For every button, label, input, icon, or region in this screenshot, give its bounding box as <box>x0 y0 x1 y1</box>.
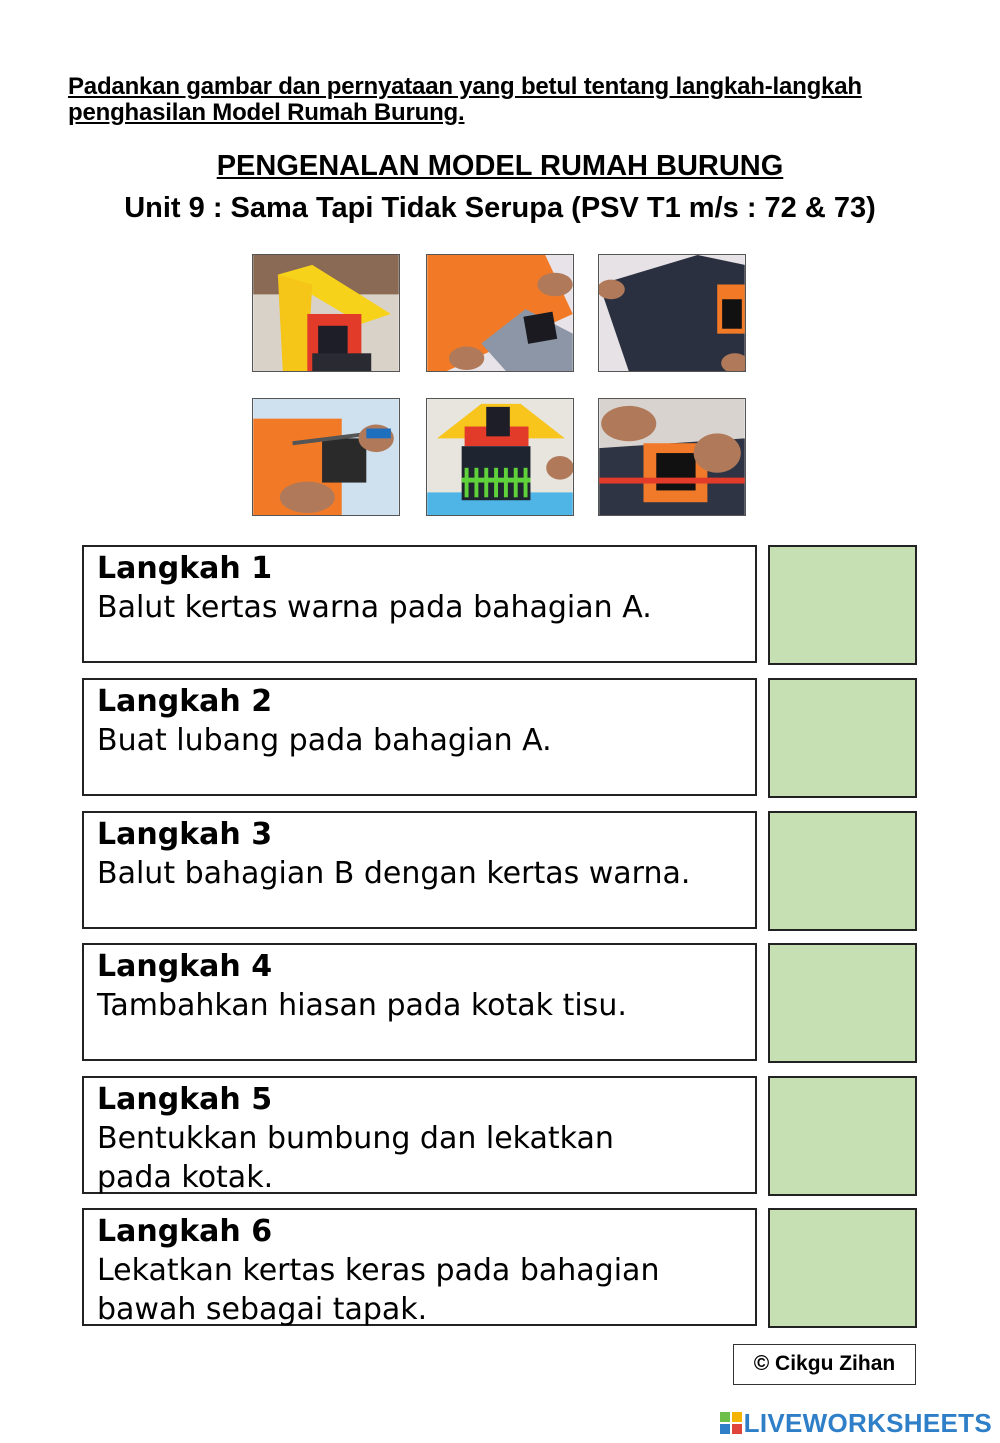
liveworksheets-icon <box>720 1412 742 1434</box>
credit-label: © Cikgu Zihan <box>733 1344 916 1385</box>
step-2-title: Langkah 2 <box>97 684 273 719</box>
step-6-answer-drop[interactable] <box>768 1208 917 1328</box>
step-1-text: Balut kertas warna pada bahagian A. <box>97 590 652 625</box>
step-3-answer-drop[interactable] <box>768 811 917 931</box>
step-6-title: Langkah 6 <box>97 1214 273 1249</box>
step-6-text: Lekatkan kertas keras pada bahagian bawah sebagai tapak. <box>97 1253 660 1327</box>
step-1-box <box>82 545 757 663</box>
step-4-box <box>82 943 757 1061</box>
photo-orange-paper[interactable] <box>426 254 574 372</box>
window-frame-photo-icon <box>599 399 745 515</box>
step-5-answer-drop[interactable] <box>768 1076 917 1196</box>
step-5-box <box>82 1076 757 1194</box>
step-5-text: Bentukkan bumbung dan lekatkan pada kotak. <box>97 1121 614 1195</box>
step-4-text: Tambahkan hiasan pada kotak tisu. <box>97 988 627 1023</box>
step-6-box <box>82 1208 757 1326</box>
step-3-title: Langkah 3 <box>97 817 273 852</box>
step-2-text: Buat lubang pada bahagian A. <box>97 723 552 758</box>
photo-house-roof[interactable] <box>252 254 400 372</box>
photo-black-paper[interactable] <box>598 254 746 372</box>
instruction-text: Padankan gambar dan pernyataan yang betul tentang langkah-langkah penghasilan Model Rumah Burung. <box>68 73 862 126</box>
step-4-title: Langkah 4 <box>97 949 273 984</box>
logo-text: LIVEWORKSHEETS <box>743 1407 992 1438</box>
house-roof-photo-icon <box>253 255 399 371</box>
cutting-scissors-photo-icon <box>253 399 399 515</box>
step-2-answer-drop[interactable] <box>768 678 917 798</box>
step-3-text: Balut bahagian B dengan kertas warna. <box>97 856 691 891</box>
black-paper-photo-icon <box>599 255 745 371</box>
finished-house-photo-icon <box>427 399 573 515</box>
photo-cutting-scissors[interactable] <box>252 398 400 516</box>
page-subtitle: Unit 9 : Sama Tapi Tidak Serupa (PSV T1 m/s : 72 & 73) <box>124 192 876 224</box>
step-5-title: Langkah 5 <box>97 1082 273 1117</box>
step-3-box <box>82 811 757 929</box>
photo-window-frame[interactable] <box>598 398 746 516</box>
step-4-answer-drop[interactable] <box>768 943 917 1063</box>
step-1-title: Langkah 1 <box>97 551 273 586</box>
page-title: PENGENALAN MODEL RUMAH BURUNG <box>216 150 784 182</box>
orange-paper-photo-icon <box>427 255 573 371</box>
photo-finished-house[interactable] <box>426 398 574 516</box>
liveworksheets-logo[interactable] <box>720 1407 992 1438</box>
step-2-box <box>82 678 757 796</box>
step-1-answer-drop[interactable] <box>768 545 917 665</box>
